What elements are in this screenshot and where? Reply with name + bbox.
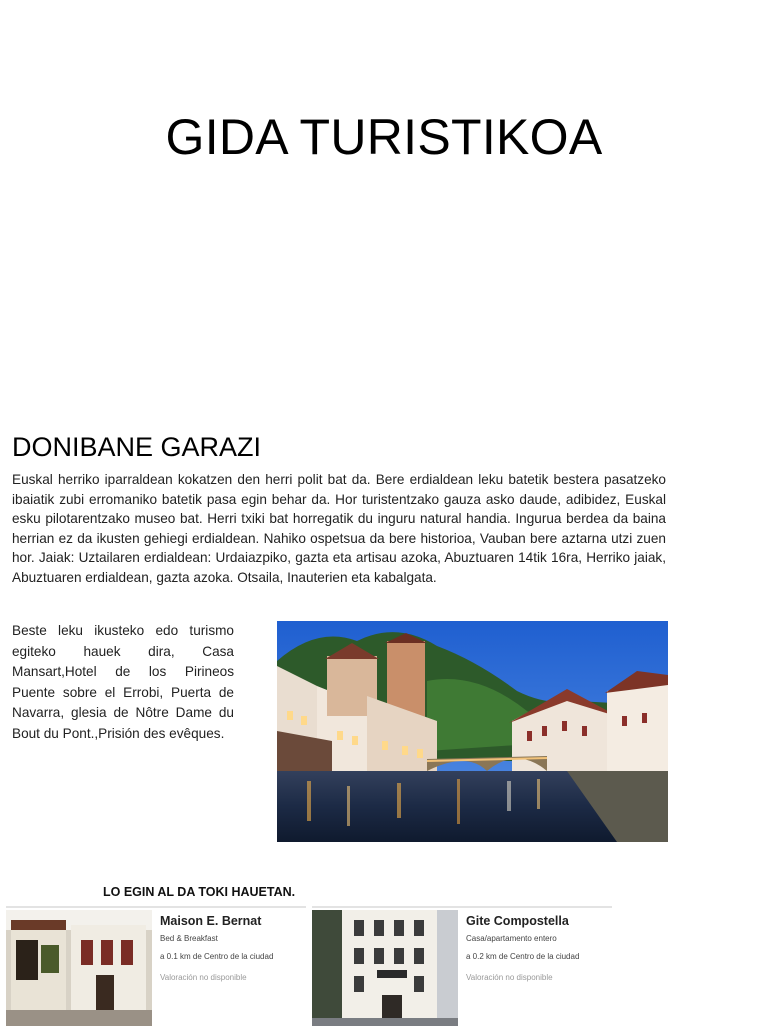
- lodging-photo: [6, 910, 152, 1026]
- lodging-distance: a 0.1 km de Centro de la ciudad: [160, 952, 274, 961]
- lodging-rating: Valoración no disponible: [466, 973, 553, 982]
- lodging-distance: a 0.2 km de Centro de la ciudad: [466, 952, 580, 961]
- lodging-type: Casa/apartamento entero: [466, 934, 557, 943]
- lodging-type: Bed & Breakfast: [160, 934, 218, 943]
- lodging-name[interactable]: Gite Compostella: [466, 914, 569, 928]
- lodging-card[interactable]: [6, 906, 306, 1026]
- places-paragraph: Beste leku ikusteko edo turismo egiteko hauek dira, Casa Mansart,Hotel de los Pirineos Puente sobre el Errobi, Puerta de Navarra, glesia de Nôtre Dame du Bout du Pont.,Prisión des evêques.: [12, 623, 234, 741]
- lodging-card[interactable]: [312, 906, 612, 1026]
- lodging-name[interactable]: Maison E. Bernat: [160, 914, 262, 928]
- lodging-rating: Valoración no disponible: [160, 973, 247, 982]
- section-title: DONIBANE GARAZI: [12, 432, 262, 462]
- town-river-photo: [277, 621, 668, 842]
- lodging-photo: [312, 910, 458, 1026]
- lodging-heading: LO EGIN AL DA TOKI HAUETAN.: [103, 885, 296, 899]
- intro-paragraph: Euskal herriko iparraldean kokatzen den herri polit bat da. Bere erdialdean leku batetik bestera pasatzeko ibaiatik zubi erromaniko batetik pasa egin behar da. Hor turistentzako gauza asko daude, adibidez, Euskal esku pilotarentzako museo bat. Herri txiki bat horregatik du inguru natural handia. Ingurua berdea da baina herrian ez da ikusten gehiegi erdialdean. Nahiko ospetsua da bere historioa, Vauban bere aztarna utzi zuen hor. Jaiak: Uztailaren erdialdean: Urdaiazpiko, gazta eta artisau azoka, Abuztuaren 14tik 16ra, Herriko jaiak, Abuztuaren erdialdean, gazta azoka. Otsaila, Inauterien eta kabalgata.: [12, 472, 666, 585]
- page-title: GIDA TURISTIKOA: [165, 109, 603, 165]
